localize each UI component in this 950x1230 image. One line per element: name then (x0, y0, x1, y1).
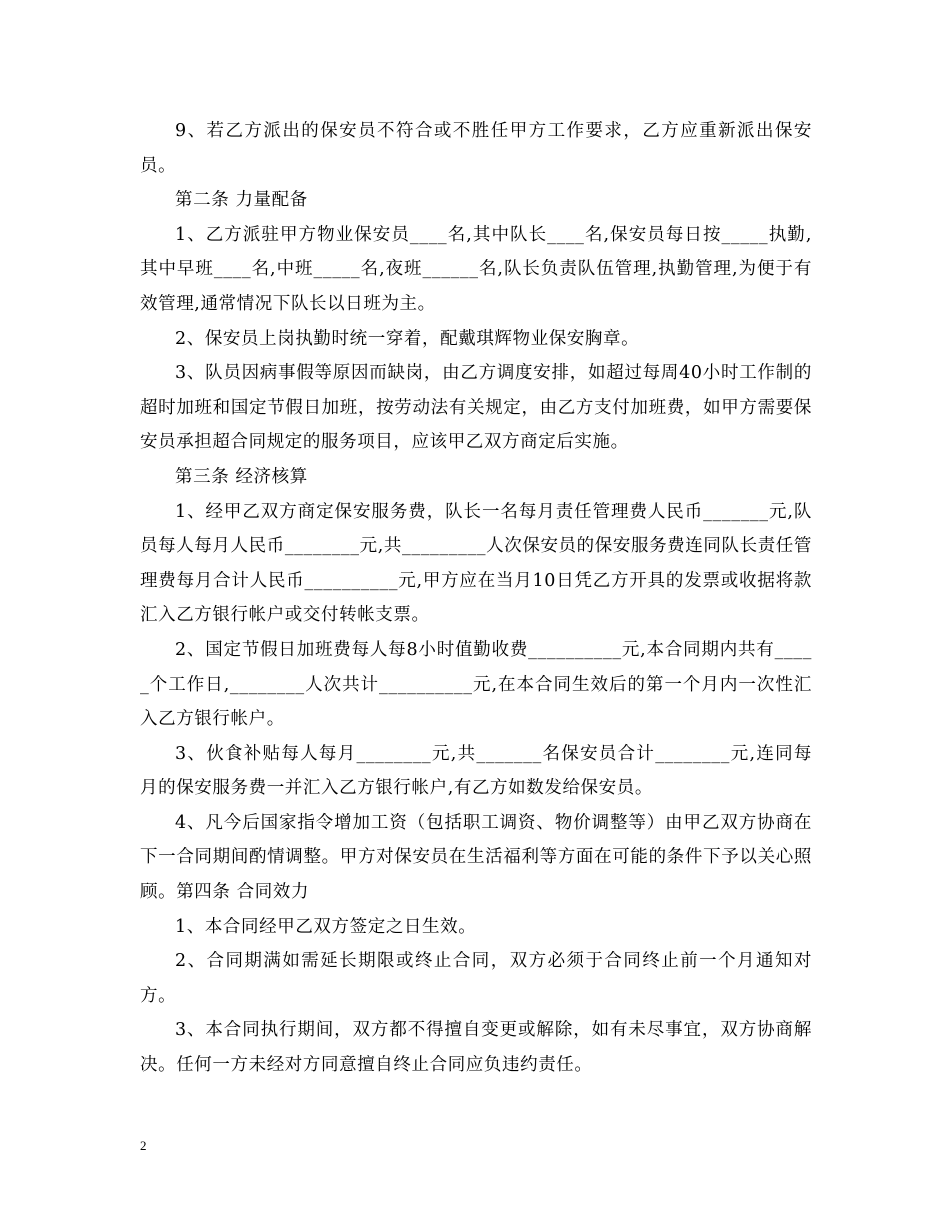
document-body (140, 114, 812, 1083)
paragraph-accounting-3: 3、伙食补贴每人每月________元,共_______名保安员合计________元,连同每月的保安服务费一并汇入乙方银行帐户,有乙方如数发给保安员。 (140, 743, 812, 799)
paragraph-clause-9: 9、若乙方派出的保安员不符合或不胜任甲方工作要求，乙方应重新派出保安员。 (140, 121, 812, 176)
paragraph-staffing-1: 1、乙方派驻甲方物业保安员____名,其中队长____名,保安员每日按_____执勤,其中早班____名,中班_____名,夜班______名,队长负责队伍管理,执勤管理,为便于有效管理,通常情况下队长以日班为主。 (140, 224, 812, 314)
paragraph-accounting-4: 4、凡今后国家指令增加工资（包括职工调资、物价调整等）由甲乙双方协商在下一合同期间酌情调整。甲方对保安员在生活福利等方面在可能的条件下予以关心照顾。第四条 合同效力 (140, 812, 812, 903)
paragraph-staffing-2: 2、保安员上岗执勤时统一穿着，配戴琪辉物业保安胸章。 (175, 328, 640, 349)
heading-article-3: 第三条 经济核算 (175, 466, 308, 487)
heading-article-2: 第二条 力量配备 (175, 190, 308, 211)
paragraph-validity-2: 2、合同期满如需延长期限或终止合同，双方必须于合同终止前一个月通知对方。 (140, 951, 812, 1006)
paragraph-accounting-2: 2、国定节假日加班费每人每8小时值勤收费__________元,本合同期内共有_____个工作日,________人次共计__________元,在本合同生效后的第一个月内一次性汇入乙方银行帐户。 (140, 639, 812, 730)
paragraph-staffing-3: 3、队员因病事假等原因而缺岗，由乙方调度安排，如超过每周40小时工作制的超时加班和国定节假日加班，按劳动法有关规定，由乙方支付加班费，如甲方需要保安员承担超合同规定的服务项目，应该甲乙双方商定后实施。 (140, 363, 812, 453)
paragraph-accounting-1: 1、经甲乙双方商定保安服务费，队长一名每月责任管理费人民币_______元,队员每人每月人民币________元,共_________人次保安员的保安服务费连同队长责任管理费每月合计人民币__________元,甲方应在当月10日凭乙方开具的发票或收据将款汇入乙方银行帐户或交付转帐支票。 (140, 501, 812, 626)
page-number: 2 (140, 1138, 147, 1153)
paragraph-validity-1: 1、本合同经甲乙双方签定之日生效。 (175, 916, 477, 937)
paragraph-validity-3: 3、本合同执行期间，双方都不得擅自变更或解除，如有未尽事宜，双方协商解决。任何一方未经对方同意擅自终止合同应负违约责任。 (140, 1020, 812, 1076)
